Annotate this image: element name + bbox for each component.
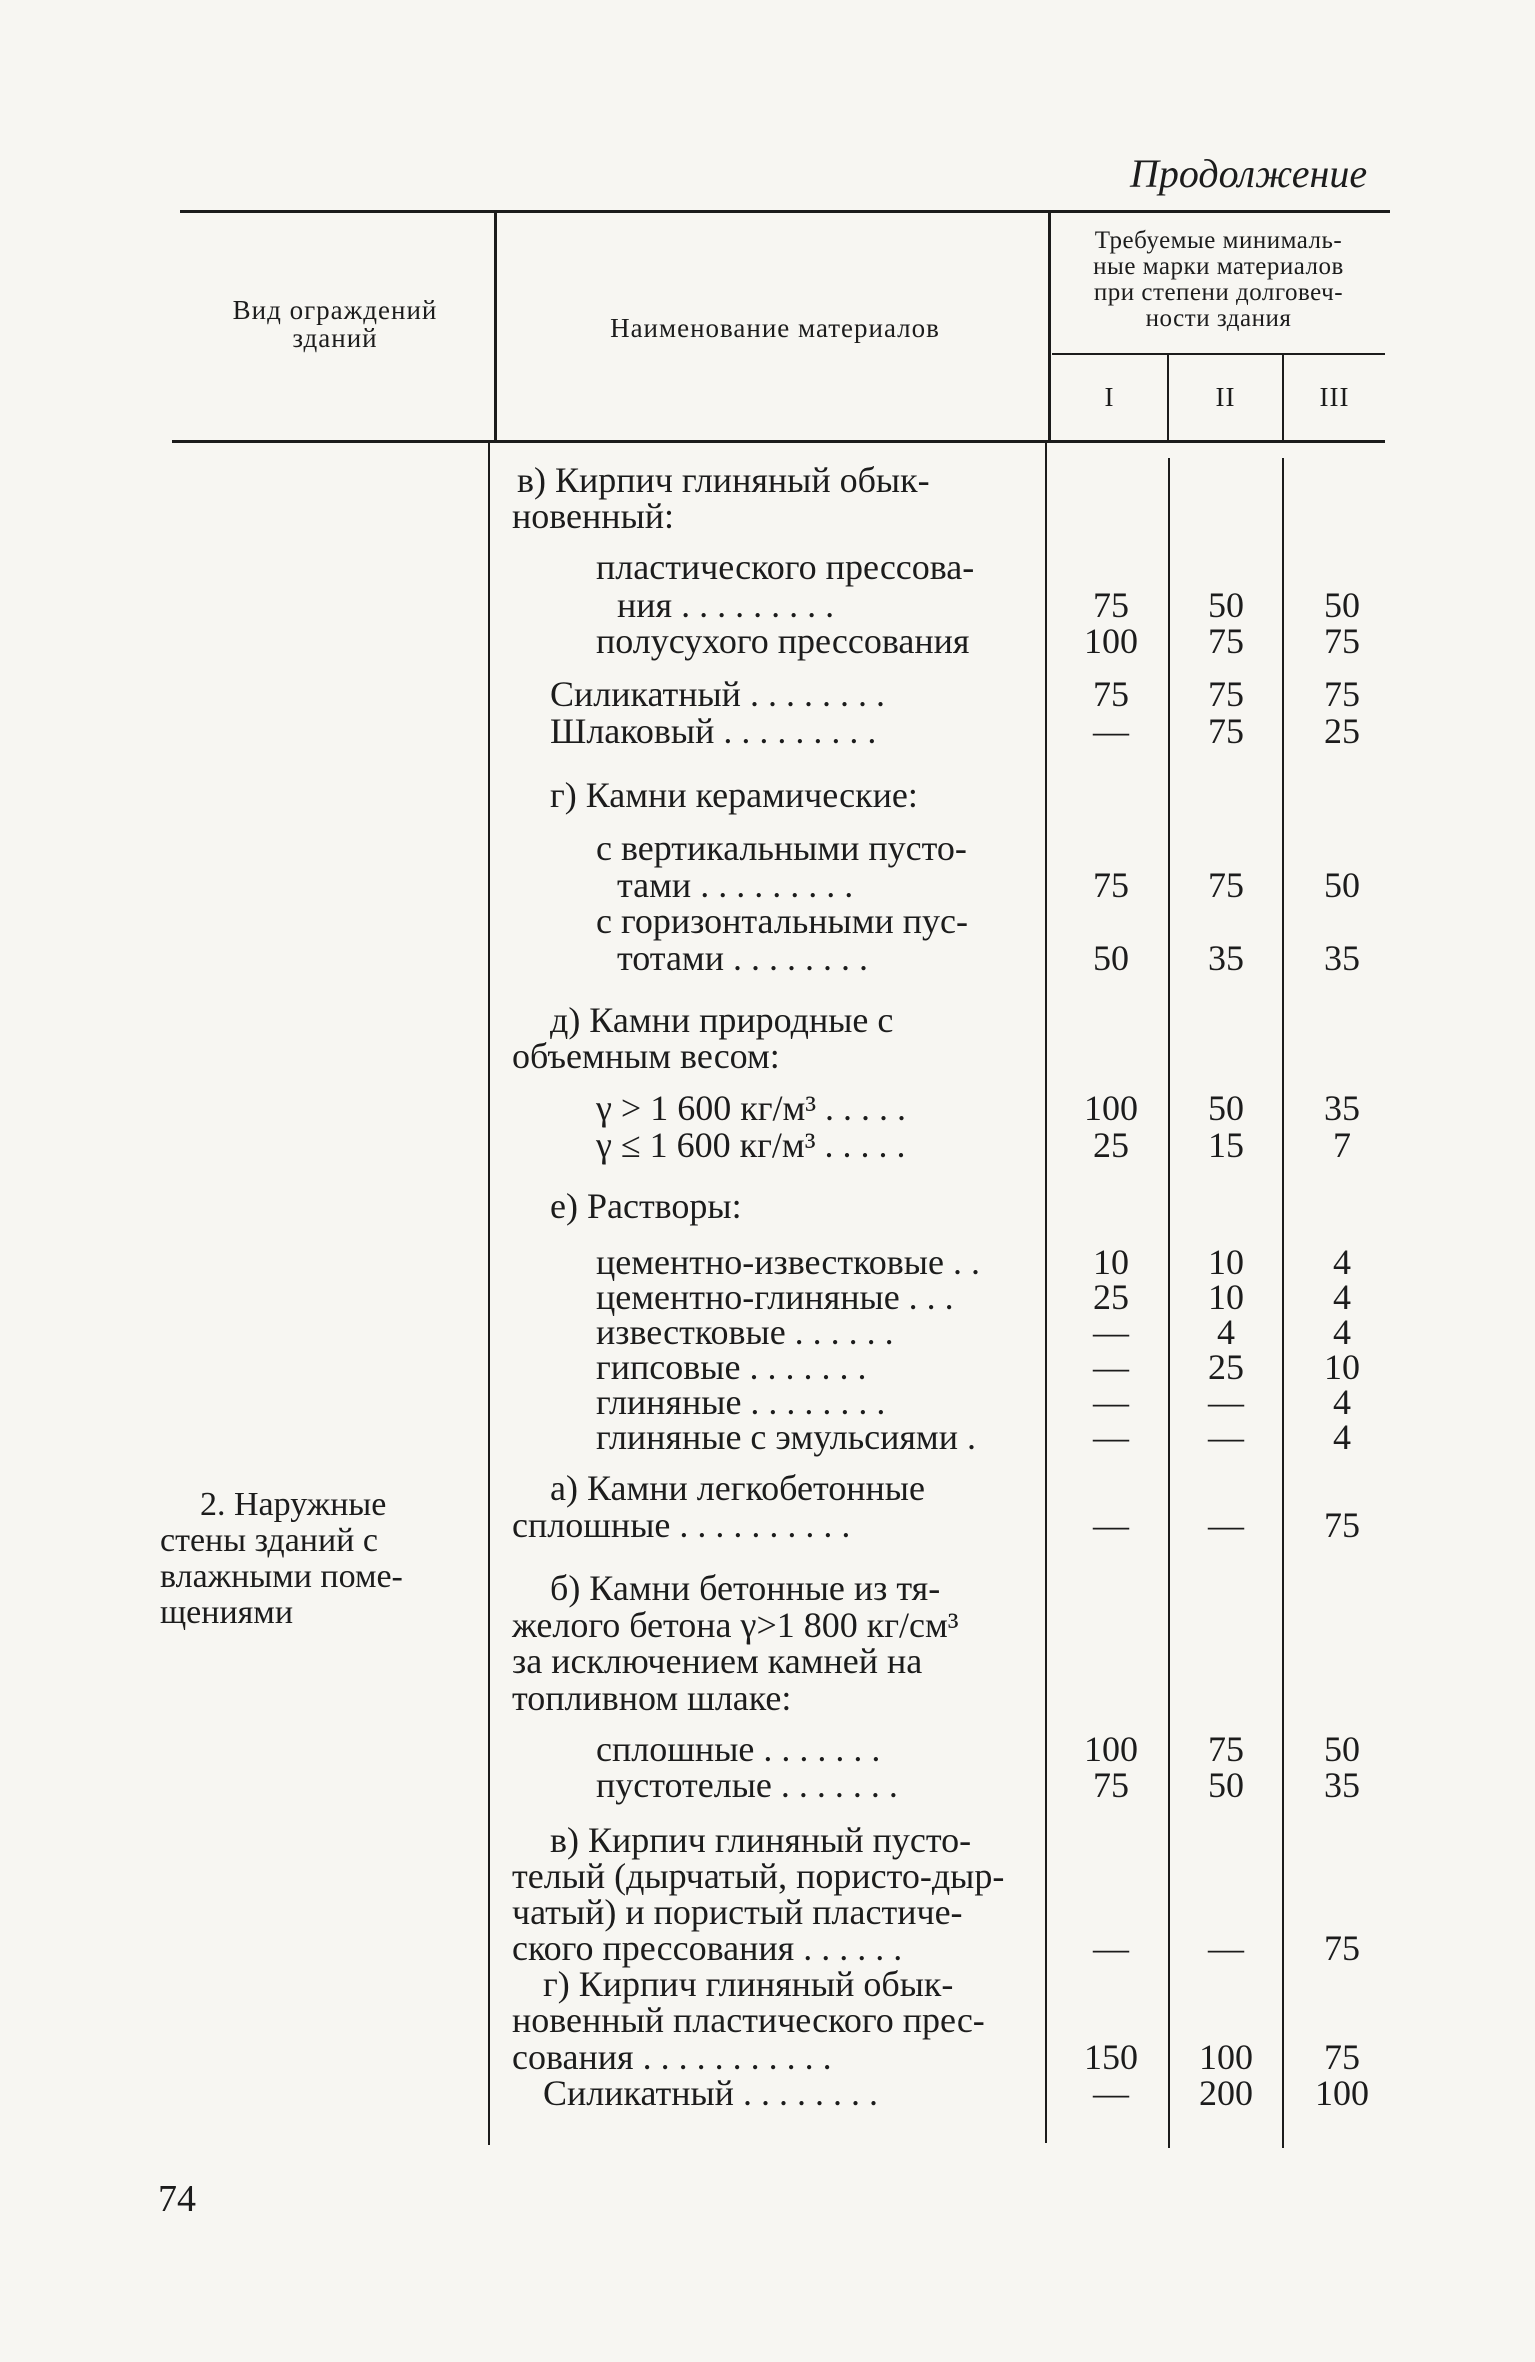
header-required-line-1: Требуемые минималь-	[1094, 227, 1343, 254]
table-top-rule	[180, 210, 1390, 213]
header-divider-2	[1048, 213, 1051, 440]
grade-value-3: 35	[1324, 1765, 1360, 1805]
header-required-col	[1052, 228, 1385, 332]
body-divider-3	[1168, 458, 1170, 2148]
grade-value-3: 4	[1333, 1242, 1351, 1282]
body-divider-4	[1282, 458, 1284, 2148]
grade-value-1: —	[1093, 1417, 1129, 1457]
material-line: сования . . . . . . . . . . .	[512, 2037, 832, 2077]
grade-value-1: 10	[1093, 1242, 1129, 1282]
grade-value-1: —	[1093, 1928, 1129, 1968]
grade-value-2: —	[1208, 1928, 1244, 1968]
grade-value-1: 100	[1084, 1729, 1138, 1769]
material-line: тотами . . . . . . . .	[617, 938, 868, 978]
header-required-line-4: ности здания	[1145, 305, 1292, 332]
grade-value-3: 35	[1324, 938, 1360, 978]
grade-value-1: 100	[1084, 1088, 1138, 1128]
grade-value-2: 200	[1199, 2073, 1253, 2113]
grade-value-3: 75	[1324, 1928, 1360, 1968]
material-line: тами . . . . . . . . .	[617, 865, 854, 905]
material-line: Силикатный . . . . . . . .	[550, 674, 885, 714]
grade-value-1: —	[1093, 1382, 1129, 1422]
material-line: γ ≤ 1 600 кг/м³ . . . . .	[596, 1125, 906, 1165]
degree-III: III	[1319, 382, 1350, 412]
material-line: желого бетона γ>1 800 кг/см³	[512, 1605, 959, 1645]
material-line: г) Камни керамические:	[550, 775, 918, 815]
material-line: с горизонтальными пус-	[596, 901, 968, 941]
material-line: е) Растворы:	[550, 1186, 742, 1226]
grade-value-1: —	[1093, 711, 1129, 751]
grade-value-2: 50	[1208, 585, 1244, 625]
material-line: за исключением камней на	[512, 1641, 923, 1681]
material-line: Шлаковый . . . . . . . . .	[550, 711, 877, 751]
grade-value-3: 50	[1324, 1729, 1360, 1769]
grade-value-1: —	[1093, 1312, 1129, 1352]
header-material-col: Наименование материалов	[610, 313, 940, 343]
grade-value-2: 4	[1217, 1312, 1235, 1352]
grade-value-3: 7	[1333, 1125, 1351, 1165]
grade-value-2: 50	[1208, 1765, 1244, 1805]
body-divider-2	[1045, 443, 1047, 2143]
material-line: глиняные . . . . . . . .	[596, 1382, 886, 1422]
header-required-line-3: при степени долговеч-	[1093, 279, 1344, 306]
grade-value-2: 75	[1208, 711, 1244, 751]
material-line: пустотелые . . . . . . .	[596, 1765, 898, 1805]
material-line: в) Кирпич глиняный пусто-	[550, 1820, 972, 1860]
material-line: γ > 1 600 кг/м³ . . . . .	[596, 1088, 907, 1128]
section-title-line-1: 2. Наружные	[200, 1486, 387, 1523]
grade-value-3: 25	[1324, 711, 1360, 751]
grade-value-3: 4	[1333, 1417, 1351, 1457]
grade-value-2: 75	[1208, 1729, 1244, 1769]
material-line: новенный пластического прес-	[512, 2000, 985, 2040]
grade-value-1: 75	[1093, 585, 1129, 625]
material-line: д) Камни природные с	[550, 1000, 894, 1040]
grade-value-1: 75	[1093, 865, 1129, 905]
material-line: с вертикальными пусто-	[596, 828, 967, 868]
section-title-line-3: влажными поме-	[160, 1558, 403, 1595]
header-required-line-2: ные марки материалов	[1093, 253, 1344, 280]
material-line: в) Кирпич глиняный обык-	[517, 460, 930, 500]
material-line: чатый) и пористый пластиче-	[512, 1892, 963, 1932]
material-line: а) Камни легкобетонные	[550, 1468, 925, 1508]
grade-value-2: —	[1208, 1505, 1244, 1545]
grade-value-3: 50	[1324, 865, 1360, 905]
grade-value-2: —	[1208, 1417, 1244, 1457]
material-line: известковые . . . . . .	[596, 1312, 894, 1352]
grade-value-3: 50	[1324, 585, 1360, 625]
grade-value-1: 75	[1093, 1765, 1129, 1805]
section-title-line-2: стены зданий с	[160, 1522, 378, 1559]
grade-value-3: 4	[1333, 1312, 1351, 1352]
material-line: цементно-известковые . .	[596, 1242, 980, 1282]
material-line: Силикатный . . . . . . . .	[543, 2073, 878, 2113]
grade-value-3: 75	[1324, 1505, 1360, 1545]
grade-value-3: 4	[1333, 1382, 1351, 1422]
grade-value-2: 100	[1199, 2037, 1253, 2077]
material-line: ского прессования . . . . . .	[512, 1928, 903, 1968]
material-line: г) Кирпич глиняный обык-	[543, 1964, 954, 2004]
grade-value-2: 15	[1208, 1125, 1244, 1165]
material-line: новенный:	[512, 496, 675, 536]
material-line: ния . . . . . . . . .	[617, 585, 835, 625]
header-bottom-rule	[172, 440, 1385, 443]
grade-value-1: 75	[1093, 674, 1129, 714]
header-type-line-2: зданий	[292, 323, 378, 353]
grade-value-1: —	[1093, 2073, 1129, 2113]
grade-value-2: 50	[1208, 1088, 1244, 1128]
material-line: б) Камни бетонные из тя-	[550, 1568, 941, 1608]
grade-value-1: 25	[1093, 1277, 1129, 1317]
grade-value-2: 75	[1208, 674, 1244, 714]
header-type-col	[195, 296, 475, 352]
material-line: цементно-глиняные . . .	[596, 1277, 954, 1317]
grade-value-1: 100	[1084, 621, 1138, 661]
grade-value-3: 4	[1333, 1277, 1351, 1317]
grade-value-1: —	[1093, 1505, 1129, 1545]
grade-value-2: 10	[1208, 1277, 1244, 1317]
section-title	[160, 1487, 470, 1631]
page-number: 74	[158, 2178, 196, 2220]
material-line: телый (дырчатый, пористо-дыр-	[512, 1856, 1005, 1896]
material-line: глиняные с эмульсиями .	[596, 1417, 976, 1457]
grade-value-1: 50	[1093, 938, 1129, 978]
material-line: объемным весом:	[512, 1036, 780, 1076]
grade-value-2: —	[1208, 1382, 1244, 1422]
continuation-label: Продолжение	[1130, 151, 1368, 196]
grade-value-2: 75	[1208, 865, 1244, 905]
grade-value-3: 75	[1324, 621, 1360, 661]
grade-value-3: 35	[1324, 1088, 1360, 1128]
degree-II: II	[1215, 382, 1236, 412]
material-line: сплошные . . . . . . .	[596, 1729, 881, 1769]
grade-value-3: 10	[1324, 1347, 1360, 1387]
grade-value-3: 75	[1324, 2037, 1360, 2077]
header-type-line-1: Вид ограждений	[232, 295, 438, 325]
grade-value-3: 75	[1324, 674, 1360, 714]
grade-value-3: 100	[1315, 2073, 1369, 2113]
degrees-rule	[1052, 353, 1385, 355]
grade-value-1: 150	[1084, 2037, 1138, 2077]
material-line: сплошные . . . . . . . . . .	[512, 1505, 851, 1545]
material-line: пластического прессова-	[596, 547, 975, 587]
material-line: гипсовые . . . . . . .	[596, 1347, 867, 1387]
body-divider-1	[488, 443, 490, 2145]
header-divider-1	[494, 213, 497, 440]
degree-I: I	[1104, 382, 1115, 412]
grade-value-2: 10	[1208, 1242, 1244, 1282]
grade-value-1: 25	[1093, 1125, 1129, 1165]
material-line: топливном шлаке:	[512, 1678, 792, 1718]
grade-value-2: 75	[1208, 621, 1244, 661]
grade-value-2: 35	[1208, 938, 1244, 978]
material-line: полусухого прессования	[596, 621, 970, 661]
grade-value-1: —	[1093, 1347, 1129, 1387]
grade-value-2: 25	[1208, 1347, 1244, 1387]
section-title-line-4: щениями	[160, 1594, 294, 1631]
